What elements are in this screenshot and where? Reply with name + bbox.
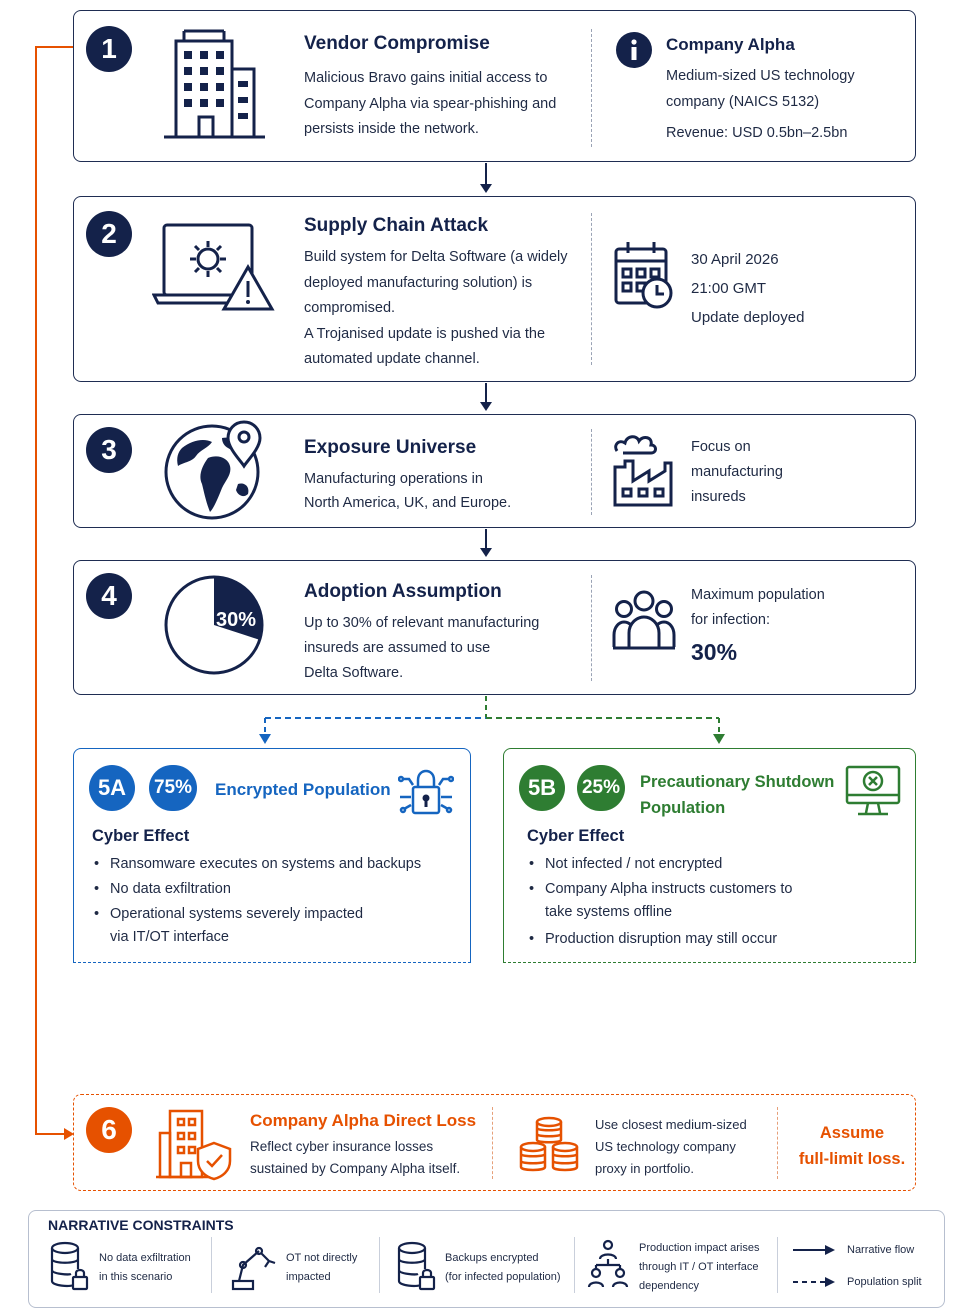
focus-note: Focus on manufacturing insureds: [691, 439, 783, 505]
proxy-note: Use closest medium-sized US technology company proxy in portfolio.: [595, 1117, 747, 1176]
list-item: • No data exfiltration: [92, 877, 421, 902]
flow-arrow: [485, 529, 487, 555]
step-title: Adoption Assumption: [304, 581, 502, 602]
divider: [591, 29, 592, 147]
effect-list: [527, 852, 792, 901]
cyber-effect-label: Cyber Effect: [527, 827, 625, 845]
step-title: Supply Chain Attack: [304, 215, 489, 236]
step-number: 1: [86, 26, 132, 72]
max-population-value: 30%: [691, 639, 738, 665]
branch-percent-badge: 75%: [149, 765, 197, 811]
step-title: Vendor Compromise: [304, 33, 490, 54]
population-split-lines: [255, 696, 730, 748]
constraint-text: No data exfiltration in this scenario: [99, 1252, 191, 1283]
list-item: • Operational systems severely impacted: [92, 902, 421, 926]
divider: [492, 1107, 493, 1179]
branch-percent-badge: 25%: [577, 765, 625, 811]
legend-population-split: Population split: [847, 1276, 922, 1288]
branch-id-badge: 5B: [519, 765, 565, 811]
database-lock-icon: [396, 1241, 436, 1293]
deployment-details: 30 April 2026 21:00 GMT Update deployed: [691, 251, 805, 326]
list-item: • Ransomware executes on systems and backups: [92, 852, 421, 877]
feedback-flow-line: [28, 40, 78, 1150]
step-description: Malicious Bravo gains initial access to Company Alpha via spear-phishing and persists inside the network.: [304, 70, 557, 137]
building-shield-icon: [156, 1105, 236, 1181]
database-lock-icon: [49, 1241, 89, 1293]
step-description: Build system for Delta Software (a widely deployed manufacturing solution) is compromised. A Trojanised update is pushed via the automated update channel.: [304, 249, 568, 367]
divider: [211, 1237, 212, 1293]
robot-arm-icon: [229, 1241, 277, 1291]
list-item: • Production disruption may still occur: [527, 927, 777, 952]
step-number: 4: [86, 573, 132, 619]
people-icon: [611, 589, 677, 651]
step-6-card: [73, 1094, 916, 1191]
flow-arrow: [485, 163, 487, 191]
cyber-effect-label: Cyber Effect: [92, 827, 190, 845]
constraint-text: Production impact arises through IT / OT interface dependency: [639, 1242, 760, 1292]
factory-icon: [611, 427, 675, 507]
calendar-clock-icon: [612, 239, 676, 311]
step-title: Exposure Universe: [304, 437, 477, 458]
branch-5a-card: [73, 748, 471, 963]
hierarchy-icon: [586, 1239, 630, 1291]
step-3-card: [73, 414, 916, 528]
company-info: Medium-sized US technology company (NAICS 5132): [666, 68, 855, 110]
divider: [591, 213, 592, 365]
step-1-card: [73, 10, 916, 162]
divider: [777, 1237, 778, 1293]
list-item-continuation: take systems offline: [545, 904, 673, 920]
list-item: • Company Alpha instructs customers to: [527, 877, 792, 901]
building-icon: [162, 29, 267, 141]
branch-title: Encrypted Population: [215, 780, 391, 799]
effect-list: [92, 852, 421, 926]
loss-title: Company Alpha Direct Loss: [250, 1111, 477, 1130]
legend-narrative-flow: Narrative flow: [847, 1244, 915, 1256]
step-description: Up to 30% of relevant manufacturing insureds are assumed to use Delta Software.: [304, 615, 540, 681]
effect-list: [527, 927, 777, 952]
legend-solid-arrow: [793, 1244, 835, 1256]
monitor-stop-icon: [844, 763, 902, 819]
constraints-panel: [28, 1210, 945, 1308]
company-title: Company Alpha: [666, 35, 795, 54]
pie-label: 30%: [216, 609, 257, 631]
assume-note: Assume full-limit loss.: [798, 1124, 906, 1168]
list-item-continuation: via IT/OT interface: [110, 929, 229, 945]
divider: [777, 1107, 778, 1179]
legend-dashed-arrow: [793, 1276, 835, 1288]
info-icon: [615, 31, 653, 69]
divider: [591, 429, 592, 515]
branch-id-badge: 5A: [89, 765, 135, 811]
branch-5b-card: [503, 748, 916, 963]
max-population-label: Maximum population for infection:: [691, 587, 825, 628]
laptop-warning-icon: [152, 221, 277, 315]
constraint-text: OT not directly impacted: [286, 1252, 358, 1283]
globe-pin-icon: [162, 418, 268, 522]
step-2-card: [73, 196, 916, 382]
step-number: 2: [86, 211, 132, 257]
divider: [591, 575, 592, 681]
branch-title: Precautionary Shutdown Population: [640, 773, 835, 817]
constraint-text: Backups encrypted (for infected population): [445, 1252, 561, 1283]
list-item: • Not infected / not encrypted: [527, 852, 792, 877]
constraints-heading: NARRATIVE CONSTRAINTS: [48, 1217, 234, 1233]
divider: [379, 1237, 380, 1293]
company-revenue: Revenue: USD 0.5bn–2.5bn: [666, 125, 848, 141]
network-lock-icon: [398, 767, 454, 819]
divider: [574, 1237, 575, 1293]
coin-stack-icon: [518, 1115, 580, 1175]
step-number: 3: [86, 427, 132, 473]
step-4-card: [73, 560, 916, 695]
step-description: Manufacturing operations in North America, UK, and Europe.: [304, 471, 512, 511]
loss-description: Reflect cyber insurance losses sustained by Company Alpha itself.: [250, 1139, 461, 1176]
flow-arrow: [485, 383, 487, 409]
step-number: 6: [86, 1107, 132, 1153]
